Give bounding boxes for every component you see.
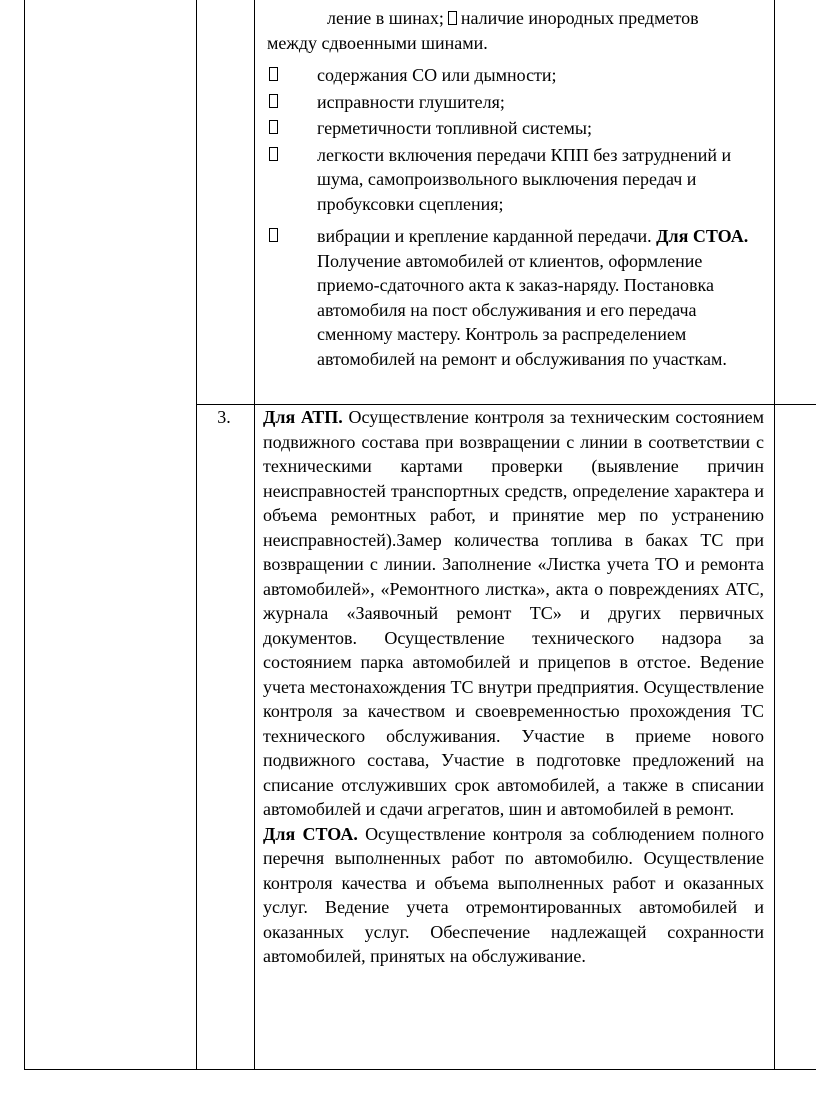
bullet-box-icon: [269, 228, 278, 242]
atp-paragraph: Для АТП. Осуществление контроля за техническим состоянием подвижного состава при возвращении с линии в соответствии с техническими картами проверки (выявление причин неисправностей транспортных средств, определение характера и объема ремонтных работ, и принятие мер по устранению неисправностей).Замер количества топлива в баках ТС при возвращении с линии. Заполнение «Листка учета ТО и ремонта автомобилей», «Ремонтного листка», акта о повреждениях АТС, журнала «Заявочный ремонт ТС» и других первичных документов. Осуществление технического надзора за состоянием парка автомобилей и прицепов в отстое. Ведение учета местонахождения ТС внутри предприятия. Осуществление контроля за качеством и своевременностью прохождения ТС технического обслуживания. Участие в приеме нового подвижного состава, Участие в подготовке предложений на списание отслуживших срок автомобилей, а также в списании автомобилей и сдачи агрегатов, шин и автомобилей в ремонт.: [263, 407, 764, 819]
bullet-box-icon: [269, 120, 278, 134]
list-item: герметичности топливной системы;: [267, 116, 761, 141]
list-item: исправности глушителя;: [267, 90, 761, 115]
continued-line: между сдвоенными шинами.: [267, 32, 488, 53]
list-item: легкости включения передачи КПП без затруднений и шума, самопроизвольного выключения передач и пробуксовки сцепления;: [267, 143, 761, 217]
previous-row-content: [267, 6, 761, 371]
table-border-bottom: [24, 1069, 816, 1070]
row-number: 3.: [217, 407, 231, 427]
bullet-box-icon: [269, 67, 278, 81]
list-item: содержания СО или дымности;: [267, 63, 761, 88]
bullet-box-icon: [269, 94, 278, 108]
bullet-box-icon: [269, 147, 278, 161]
list-item: вибрации и крепление карданной передачи. Для СТОА. Получение автомобилей от клиентов, оформление приемо-сдаточного акта к заказ-наряду. Постановка автомобиля на пост обслуживания и его передача сменному мастеру. Контроль за распределением автомобилей на ремонт и обслуживания по участкам.: [267, 224, 761, 371]
column-divider: [774, 0, 775, 1070]
table-border-left: [24, 0, 25, 1070]
stoa-paragraph: Для СТОА. Осуществление контроля за соблюдением полного перечня выполненных работ по автомобилю. Осуществление контроля качества и объема выполненных работ и оказанных услуг. Ведение учета отремонтированных автомобилей и оказанных услуг. Обеспечение надлежащей сохранности автомобилей, принятых на обслуживание.: [263, 823, 764, 966]
row-content: [263, 405, 764, 969]
column-divider: [254, 0, 255, 1070]
bullet-box-icon: [448, 11, 457, 25]
continued-line: ление в шинах; наличие инородных предметов: [327, 8, 699, 28]
column-divider: [196, 0, 197, 1070]
